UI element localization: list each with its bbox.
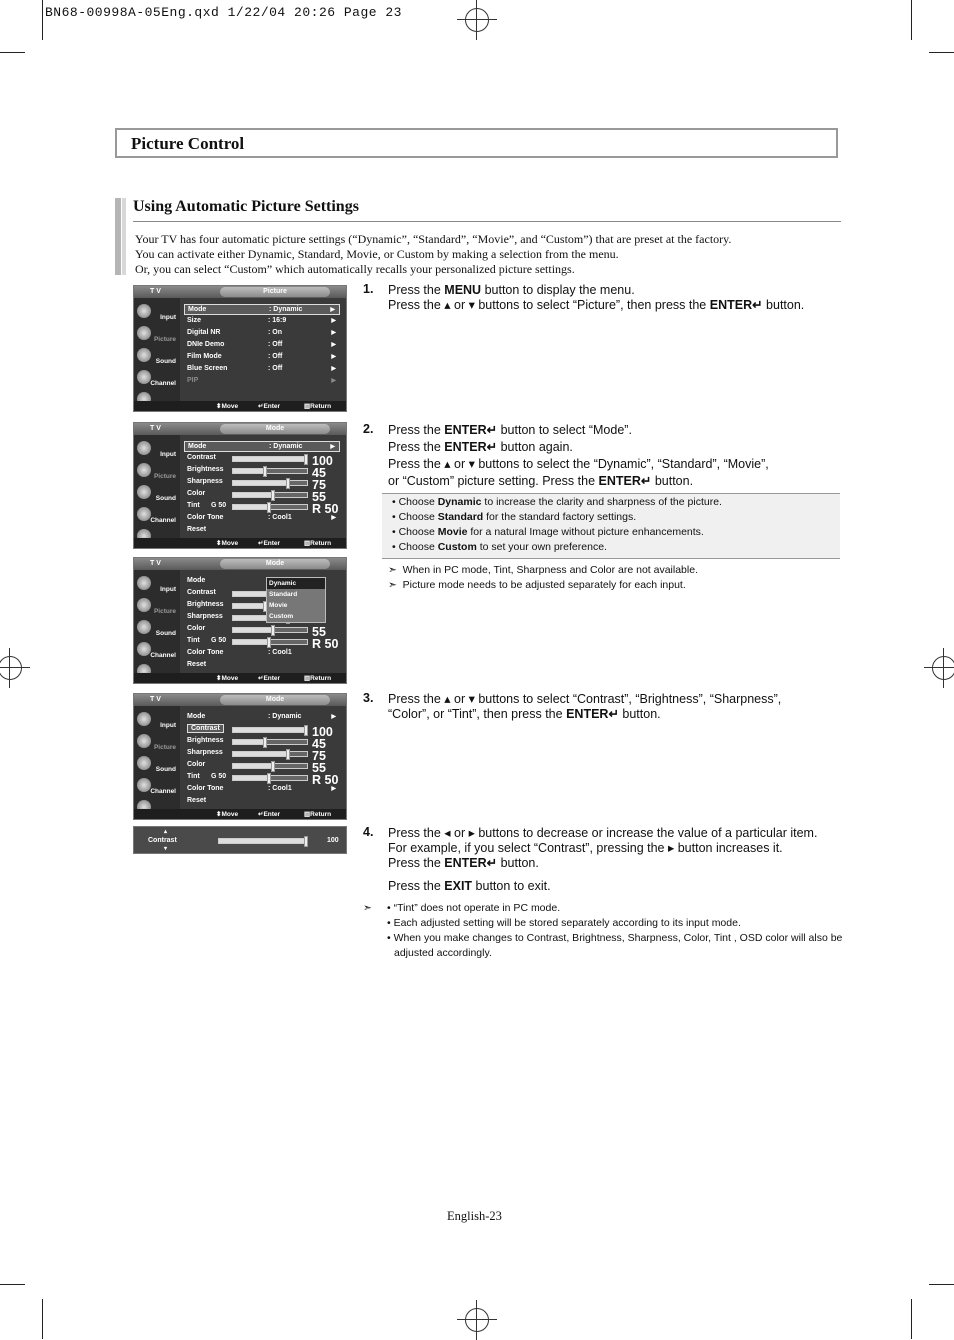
intro-line: Your TV has four automatic picture settings (“Dynamic”, “Standard”, “Movie”, and “Custom”) that are preset at the factory. [135, 232, 732, 246]
channel-icon [137, 642, 151, 656]
channel-icon [137, 507, 151, 521]
crop-mark [0, 52, 25, 53]
slider-bar [232, 763, 308, 769]
registration-mark [0, 648, 30, 688]
step-1: Press the MENU button to display the menu. Press the ▴ or ▾ buttons to select “Picture”, then press the ENTER↵ button. [388, 283, 805, 312]
crop-mark [929, 1284, 954, 1285]
osd-row: Color Tone : Cool1 ▶ [187, 785, 336, 792]
input-icon [137, 304, 151, 318]
osd-footer: ⬍Move ↵Enter ▥Return [134, 673, 346, 683]
slider-bar [232, 468, 308, 474]
contrast-adjust-bar [133, 826, 347, 854]
dropdown-option: Custom [269, 613, 294, 620]
arrow-right-icon: ▶ [331, 714, 336, 720]
osd-row: Color 55 [187, 490, 326, 504]
osd-row: Reset [187, 797, 207, 804]
osd-sidebar: Input Picture Sound Channel [134, 706, 180, 809]
note-arrow-icon: ➣ [363, 902, 372, 914]
crop-mark [911, 1299, 912, 1339]
slider-bar [232, 727, 308, 733]
dropdown-option: Movie [269, 602, 288, 609]
osd-row: Color Tone : Cool1 [187, 649, 292, 656]
osd-row: Contrast 100 [184, 724, 340, 735]
osd-row: Film Mode : Off ▶ [187, 353, 336, 360]
osd-row: Blue Screen : Off ▶ [187, 365, 336, 372]
step-2: Press the ENTER↵ button to select “Mode”. Press the ENTER↵ button again. Press the ▴ or ▾ buttons to select the “Dynamic”, “Standard”, “Movie”, or “Custom” picture setting. Press the ENTER↵ button. [388, 423, 769, 488]
osd-row: Reset [187, 661, 207, 668]
channel-icon [137, 778, 151, 792]
osd-side-channel: Channel [150, 380, 176, 387]
osd-row: Brightness 45 [187, 737, 326, 751]
osd-row: Size : 16:9 ▶ [187, 317, 336, 324]
note-arrow-icon: ➣ [388, 564, 397, 576]
osd-row: Sharpness 75 [187, 749, 326, 763]
osd-row: Mode : Dynamic ▶ [184, 441, 340, 452]
step-number: 2. [363, 422, 374, 436]
osd-side-input: Input [160, 314, 176, 321]
sound-icon [137, 348, 151, 362]
step-number: 1. [363, 282, 374, 296]
osd-row: Brightness 45 [187, 466, 326, 480]
arrow-right-icon: ▶ [330, 444, 335, 450]
slider-bar [232, 639, 308, 645]
mode-tips: • Choose Dynamic to increase the clarity and sharpness of the picture. • Choose Standard for the standard factory settings. • Choose Movie for a natural Image without picture enhancements. • Choose Custom to set your own preference. [382, 493, 840, 559]
divider [133, 221, 841, 222]
picture-icon [137, 326, 151, 340]
sound-icon [137, 485, 151, 499]
section-header [115, 128, 838, 158]
osd-row: Brightness [184, 600, 340, 611]
osd-row: Mode [187, 577, 206, 584]
arrow-right-icon: ▶ [331, 786, 336, 792]
registration-mark [457, 1300, 497, 1340]
arrow-right-icon: ▶ [331, 515, 336, 521]
osd-row: Reset [187, 526, 207, 533]
picture-icon [137, 734, 151, 748]
crop-mark [0, 1284, 25, 1285]
slider-bar [232, 504, 308, 510]
osd-row: Color Tone : Cool1 ▶ [187, 514, 336, 521]
osd-row: Tint G 50 R 50 [187, 502, 339, 516]
page-number: English-23 [447, 1209, 502, 1223]
step-number: 3. [363, 691, 374, 705]
dropdown-option: Standard [269, 591, 298, 598]
osd-tv-label: T V [150, 288, 161, 295]
osd-sidebar: Input Picture Sound Channel [134, 435, 180, 538]
slider-bar [232, 480, 308, 486]
arrow-right-icon: ▶ [331, 354, 336, 360]
subhead-bar [122, 198, 126, 275]
slider-bar [232, 775, 308, 781]
step-number: 4. [363, 825, 374, 839]
dropdown-option: Dynamic [267, 578, 325, 589]
slider-bar [232, 627, 308, 633]
intro-text [135, 232, 731, 277]
slider-bar [232, 456, 308, 462]
registration-mark [457, 0, 497, 40]
contrast-value: 100 [327, 837, 339, 844]
print-slug: BN68-00998A-05Eng.qxd 1/22/04 20:26 Page 23 [45, 5, 402, 20]
arrow-up-icon: ▴ [164, 829, 168, 835]
slider-bar [232, 492, 308, 498]
osd-footer: ⬍Move ↵Enter ▥Return [134, 401, 346, 411]
osd-row: Mode : Dynamic ▶ [187, 713, 336, 720]
subhead-bar [115, 198, 121, 275]
arrow-right-icon: ▶ [331, 342, 336, 348]
crop-mark [42, 1299, 43, 1339]
step-4: Press the ◂ or ▸ buttons to decrease or increase the value of a particular item. For example, if you select “Contrast”, pressing the ▸ button increases it. Press the ENTER↵ button. Press the EXIT button to exit. [388, 826, 818, 893]
osd-row: Tint G 50 R 50 [187, 773, 339, 787]
osd-row: Color 55 [187, 761, 326, 775]
sound-icon [137, 756, 151, 770]
osd-sidebar [134, 298, 180, 401]
picture-icon [137, 598, 151, 612]
crop-mark [42, 0, 43, 40]
osd-row: DNIe Demo : Off ▶ [187, 341, 336, 348]
note-arrow-icon: ➣ [388, 579, 397, 591]
osd-row: Digital NR : On ▶ [187, 329, 336, 336]
input-icon [137, 441, 151, 455]
osd-row: PIP ▶ [187, 377, 336, 384]
crop-mark [911, 0, 912, 40]
arrow-right-icon: ▶ [330, 307, 335, 313]
slider-bar [232, 739, 308, 745]
osd-row: Tint G 50 R 50 [187, 637, 339, 651]
intro-line: Or, you can select “Custom” which automatically recalls your personalized picture settings. [135, 262, 575, 276]
osd-row: Sharpness [184, 612, 340, 623]
picture-icon [137, 463, 151, 477]
input-icon [137, 712, 151, 726]
slider-bar [218, 838, 308, 844]
osd-picture-menu [133, 285, 347, 412]
arrow-right-icon: ▶ [331, 378, 336, 384]
osd-footer: ⬍Move ↵Enter ▥Return [134, 809, 346, 819]
osd-footer: ⬍Move ↵Enter ▥Return [134, 538, 346, 548]
osd-mode-contrast: T V Mode Input Picture Sound Channel Mode : Dynamic ▶ Contrast 100 Brightness 45 Sharpness 75 Color 55 Tint G 50 R 50 Color Tone : Cool1 ▶ Reset ⬍Move ↵Enter ▥Return [133, 693, 347, 820]
registration-mark [924, 648, 954, 688]
sound-icon [137, 620, 151, 634]
mode-dropdown [266, 577, 326, 623]
arrow-right-icon: ▶ [331, 366, 336, 372]
intro-line: You can activate either Dynamic, Standard, Movie, or Custom by making a selection from the menu. [135, 247, 619, 261]
section-title: Picture Control [131, 134, 245, 153]
osd-title: Picture [220, 287, 330, 297]
osd-row: Sharpness 75 [187, 478, 326, 492]
osd-row: Contrast 100 [187, 454, 333, 468]
osd-row: Contrast [184, 588, 340, 599]
slider-bar [232, 751, 308, 757]
arrow-down-icon: ▾ [164, 846, 168, 852]
notes-mode: ➣ When in PC mode, Tint, Sharpness and Color are not available. ➣ Picture mode needs to be adjusted separately for each input. [388, 564, 698, 591]
crop-mark [929, 52, 954, 53]
notes-adjust: ➣ • “Tint” does not operate in PC mode. • Each adjusted setting will be stored separately according to its input mode. • When you make changes to Contrast, Brightness, Sharpness, Color, Tint , OSD color will also be adjusted accordingly. [363, 902, 843, 959]
osd-mode-menu: T V Mode Input Picture Sound Channel Mode : Dynamic ▶ Contrast 100 Brightness 45 Sharpness 75 Color 55 Tint G 50 R 50 Color Tone : Cool1 ▶ Reset ⬍Move ↵Enter ▥Return [133, 422, 347, 549]
step-3: Press the ▴ or ▾ buttons to select “Contrast”, “Brightness”, “Sharpness”, “Color”, or “Tint”, then press the ENTER↵ button. [388, 692, 782, 721]
osd-side-sound: Sound [155, 358, 176, 365]
input-icon [137, 576, 151, 590]
channel-icon [137, 370, 151, 384]
contrast-label: Contrast [148, 837, 177, 844]
osd-row: Color 55 [187, 625, 326, 639]
osd-side-picture: Picture [153, 336, 176, 343]
arrow-right-icon: ▶ [331, 330, 336, 336]
arrow-right-icon: ▶ [331, 318, 336, 324]
osd-mode-dropdown: T V Mode Input Picture Sound Channel Mode Contrast Brightness Sharpness Color 55 Tint G 50 R 50 Color Tone : Cool1 Reset Dynamic Standard Movie Custom ⬍Move ↵Enter ▥Return [133, 557, 347, 684]
osd-sidebar: Input Picture Sound Channel [134, 570, 180, 673]
subsection-title: Using Automatic Picture Settings [133, 198, 359, 215]
osd-row: Mode : Dynamic ▶ [184, 304, 340, 315]
